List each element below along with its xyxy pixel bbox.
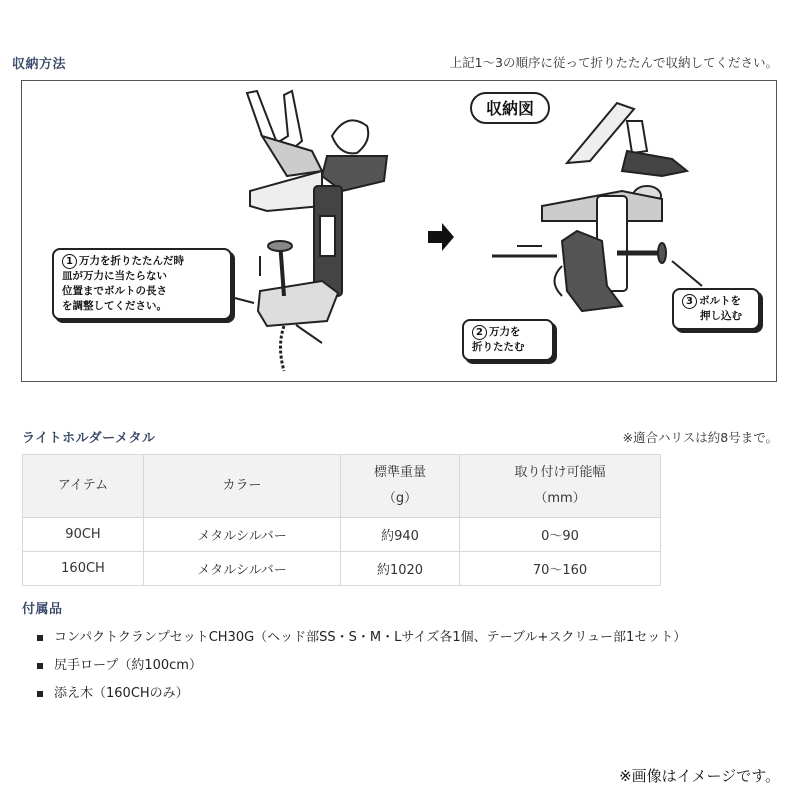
header-weight: 標準重量 （g）	[341, 455, 460, 518]
step-3-line-2: 押し込む	[700, 310, 742, 322]
step-2-number: 2	[472, 325, 487, 340]
header-width: 取り付け可能幅 （mm）	[460, 455, 661, 518]
list-item: 尻手ロープ（約100cm）	[37, 656, 686, 684]
cell-width: 70～160	[460, 552, 661, 586]
bullet-icon	[37, 635, 43, 641]
step-1-number: 1	[62, 254, 77, 269]
accessories-section-title: 付属品	[22, 602, 63, 617]
step-2-line-1: 万力を	[489, 326, 521, 338]
storage-diagram	[21, 80, 777, 382]
step-3-callout	[672, 288, 760, 330]
cell-item: 90CH	[23, 518, 144, 552]
step-arrow-icon	[428, 223, 454, 251]
harris-compat-note: ※適合ハリスは約8号まで。	[622, 430, 778, 445]
list-item: コンパクトクランプセットCH30G（ヘッド部SS・S・M・Lサイズ各1個、テーブル+スクリュー部1セット）	[37, 628, 686, 656]
list-item: 添え木（160CHのみ）	[37, 684, 686, 712]
spec-table-header-row	[23, 455, 661, 518]
step-1-line-2: 皿が万力に当たらない	[62, 270, 167, 282]
cell-weight: 約1020	[341, 552, 460, 586]
table-row	[23, 552, 661, 586]
rod-holder-folded	[492, 103, 722, 311]
step-3-line-1: ボルトを	[699, 295, 741, 307]
bullet-icon	[37, 691, 43, 697]
bullet-icon	[37, 663, 43, 669]
cell-color: メタルシルバー	[144, 518, 341, 552]
cell-weight: 約940	[341, 518, 460, 552]
cell-color: メタルシルバー	[144, 552, 341, 586]
header-item: アイテム	[23, 455, 144, 518]
accessories-list	[37, 628, 686, 712]
table-row	[23, 518, 661, 552]
step-2-callout	[462, 319, 554, 361]
storage-section-title: 収納方法	[12, 57, 67, 72]
rod-holder-unfolded	[227, 91, 387, 371]
step-2-line-2: 折りたたむ	[472, 341, 525, 353]
cell-item: 160CH	[23, 552, 144, 586]
step-1-line-3: 位置までボルトの長さ	[62, 285, 167, 297]
step-1-line-1: 万力を折りたたんだ時	[79, 255, 184, 267]
header-color: カラー	[144, 455, 341, 518]
product-section-title: ライトホルダーメタル	[22, 431, 156, 446]
rod-holder-illustration	[22, 81, 776, 381]
step-1-callout	[52, 248, 232, 320]
spec-table	[22, 454, 661, 586]
image-disclaimer: ※画像はイメージです。	[619, 767, 780, 785]
storage-figure-label: 収納図	[470, 92, 550, 124]
step-1-line-4: を調整してください。	[62, 300, 167, 312]
cell-width: 0～90	[460, 518, 661, 552]
step-3-number: 3	[682, 294, 697, 309]
storage-instruction-note: 上記1～3の順序に従って折りたたんで収納してください。	[449, 55, 778, 70]
